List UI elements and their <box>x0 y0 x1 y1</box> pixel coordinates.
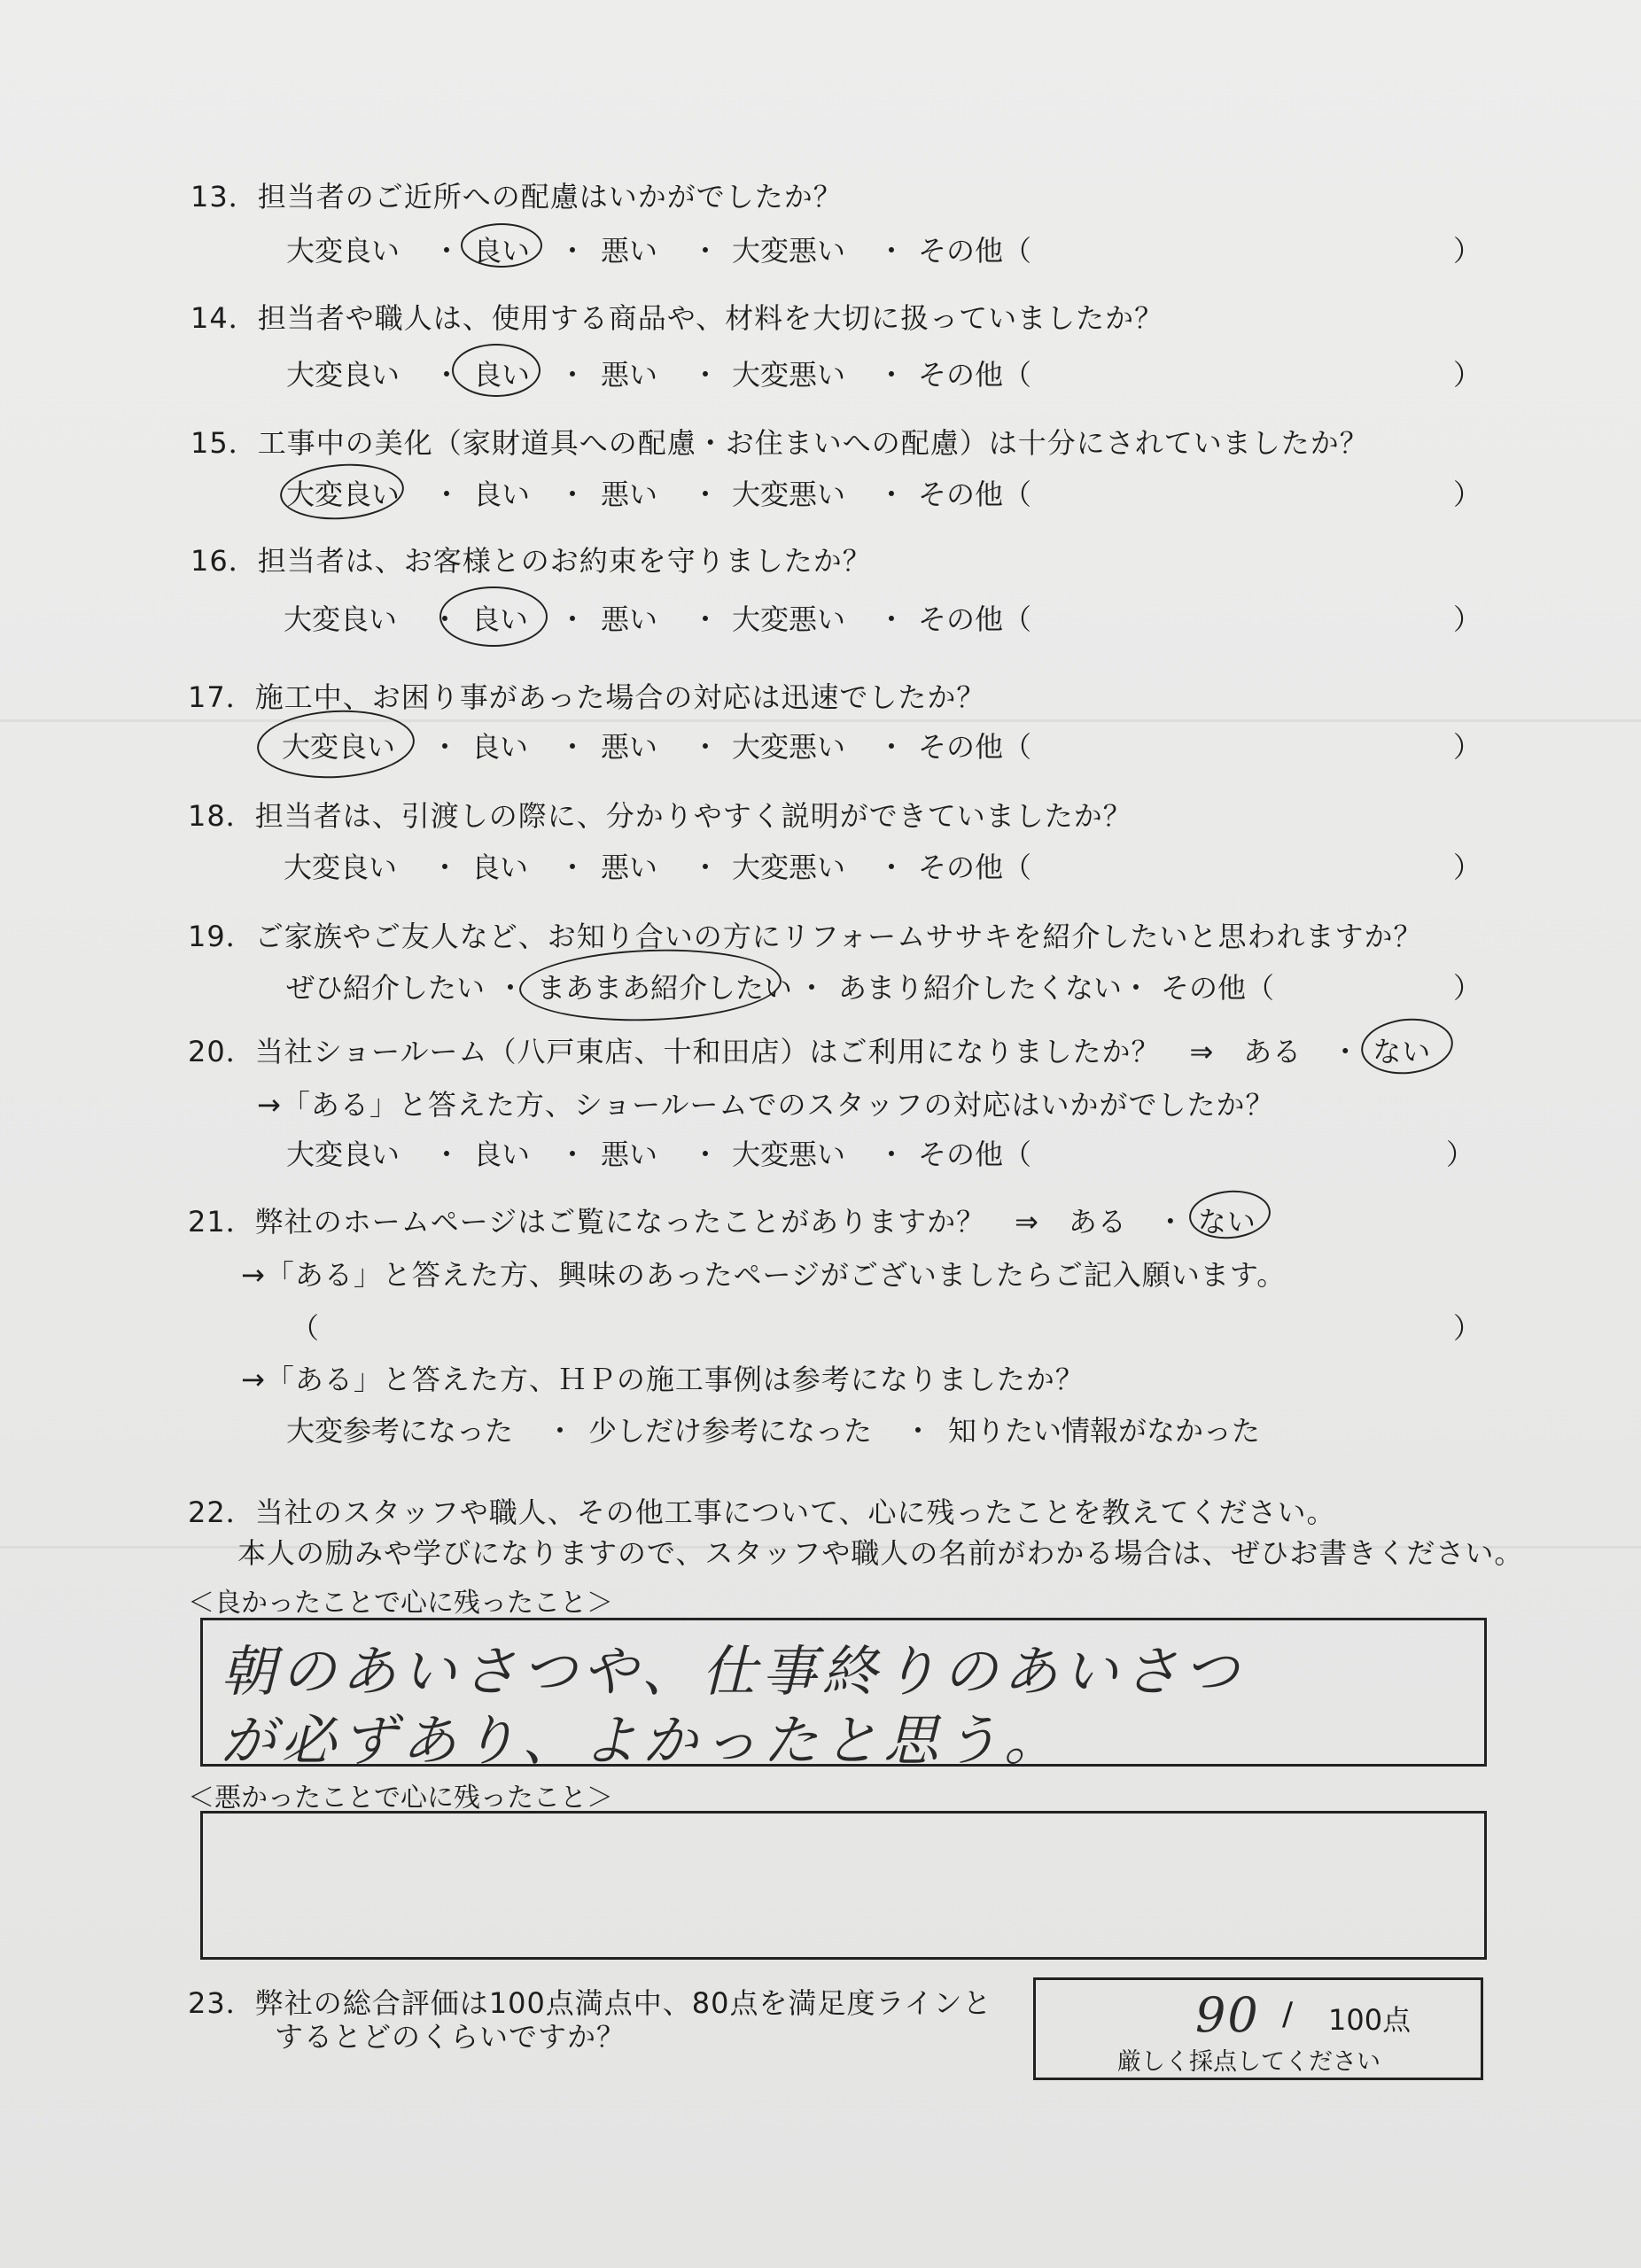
separator: ・ <box>432 234 462 268</box>
separator: ・ <box>877 478 906 511</box>
good-comment-line-2: が必ずあり、よかったと思う。 <box>221 1708 1065 1773</box>
score-box <box>1033 1977 1483 2080</box>
close-paren: ） <box>1446 1138 1475 1171</box>
option-very-bad: 大変悪い <box>732 234 846 268</box>
separator: ・ <box>1122 971 1151 1005</box>
option-very-bad: 大変悪い <box>732 730 846 764</box>
separator: ・ <box>431 850 460 884</box>
close-paren: ） <box>1453 971 1482 1005</box>
question-15: 15．工事中の美化（家財道具への配慮・お住まいへの配慮）は十分にされていましたか？ <box>191 426 1369 460</box>
separator: ・ <box>877 850 906 884</box>
separator: ・ <box>691 234 720 268</box>
bad-label: ＜悪かったことで心に残ったこと＞ <box>188 1783 613 1814</box>
question-21-text: 21．弊社のホームページはご覧になったことがありますか？ ⇒ ある ・ <box>188 1205 1186 1239</box>
option-very-bad: 大変悪い <box>732 850 846 884</box>
option-other: その他（ <box>918 478 1032 511</box>
question-18: 18．担当者は、引渡しの際に、分かりやすく説明ができていましたか？ <box>188 799 1132 833</box>
close-paren: ） <box>1453 234 1482 268</box>
question-22-note: 本人の励みや学びになりますので、スタッフや職人の名前がわかる場合は、ぜひお書きください。 <box>237 1536 1524 1570</box>
question-21-sub1: →「ある」と答えた方、興味のあったページがございましたらご記入願います。 <box>241 1258 1287 1292</box>
question-20 <box>188 1029 1431 1070</box>
separator: ・ <box>432 478 462 511</box>
question-20-answer: ない <box>1373 1035 1432 1068</box>
separator: ・ <box>558 358 587 392</box>
question-23: 23．弊社の総合評価は100点満点中、80点を満足度ラインと <box>188 1986 992 2020</box>
separator: ・ <box>558 850 587 884</box>
separator: ・ <box>432 1138 462 1171</box>
separator: ・ <box>877 1138 906 1171</box>
selected-circle <box>255 706 416 781</box>
option-bad: 悪い <box>601 730 658 764</box>
option-good: 良い <box>471 850 529 884</box>
separator: ・ <box>691 1138 720 1171</box>
option-very-bad: 大変悪い <box>732 358 846 392</box>
question-21-sub2: →「ある」と答えた方、ＨＰの施工事例は参考になりましたか？ <box>241 1363 1085 1396</box>
question-20-text: 20．当社ショールーム（八戸東店、十和田店）はご利用になりましたか？ ⇒ ある ・ <box>188 1035 1361 1068</box>
option-other: その他（ <box>918 358 1032 392</box>
option-good: 良い <box>471 730 529 764</box>
option-very-bad: 大変悪い <box>732 478 846 511</box>
selected-circle <box>278 460 406 524</box>
close-paren: ） <box>1453 358 1482 392</box>
option-bad: 悪い <box>601 1138 658 1171</box>
question-16: 16．担当者は、お客様とのお約束を守りましたか？ <box>191 544 872 578</box>
separator: ・ <box>904 1414 933 1448</box>
separator: ・ <box>431 730 460 764</box>
good-label: ＜良かったことで心に残ったこと＞ <box>188 1588 613 1619</box>
good-comment-line-1: 朝のあいさつや、仕事終りのあいさつ <box>221 1639 1244 1704</box>
separator: ・ <box>431 602 460 636</box>
separator: ・ <box>691 358 720 392</box>
option-good: 良い <box>473 358 531 392</box>
option-very-helpful: 大変参考になった <box>286 1414 514 1448</box>
option-little-helpful: 少しだけ参考になった <box>588 1414 873 1448</box>
question-22: 22．当社のスタッフや職人、その他工事について、心に残ったことを教えてください。 <box>188 1495 1336 1529</box>
good-comment-box <box>200 1618 1487 1773</box>
separator: ・ <box>558 1138 587 1171</box>
option-bad: 悪い <box>601 602 658 636</box>
option-bad: 悪い <box>601 850 658 884</box>
option-very-good: 大変良い <box>284 602 398 636</box>
option-maybe: まあまあ紹介したい <box>537 971 793 1005</box>
option-bad: 悪い <box>601 234 658 268</box>
option-good: 良い <box>471 602 529 636</box>
score-note: 厳しく採点してください <box>1117 2048 1380 2076</box>
separator: ・ <box>877 730 906 764</box>
option-other: その他（ <box>918 850 1032 884</box>
option-very-good: 大変良い <box>284 850 398 884</box>
separator: ・ <box>558 478 587 511</box>
option-other: その他（ <box>918 1138 1032 1171</box>
separator: ・ <box>691 850 720 884</box>
separator: ・ <box>496 971 525 1005</box>
option-definitely: ぜひ紹介したい <box>286 971 486 1005</box>
option-other: その他（ <box>918 602 1032 636</box>
option-good: 良い <box>473 478 531 511</box>
close-paren: ） <box>1453 730 1482 764</box>
question-14: 14．担当者や職人は、使用する商品や、材料を大切に扱っていましたか？ <box>191 301 1164 335</box>
question-23-line-2: するとどのくらいですか？ <box>275 2020 626 2054</box>
option-other: その他（ <box>918 730 1032 764</box>
option-very-good: 大変良い <box>286 234 401 268</box>
separator: ・ <box>691 730 720 764</box>
score-slash: / <box>1282 1996 1294 2032</box>
score-value: 90 <box>1195 1987 1260 2043</box>
separator: ・ <box>558 602 587 636</box>
separator: ・ <box>877 602 906 636</box>
option-bad: 悪い <box>601 358 658 392</box>
option-very-good: 大変良い <box>286 1138 401 1171</box>
question-21 <box>188 1200 1256 1240</box>
question-13: 13．担当者のご近所への配慮はいかがでしたか？ <box>191 180 843 214</box>
option-other: その他（ <box>1161 971 1275 1005</box>
option-very-bad: 大変悪い <box>732 1138 846 1171</box>
selected-circle <box>461 223 542 268</box>
question-17: 17．施工中、お困り事があった場合の対応は迅速でしたか？ <box>188 680 986 714</box>
option-no-info: 知りたい情報がなかった <box>948 1414 1261 1448</box>
close-paren: ） <box>1453 478 1482 511</box>
selected-circle <box>452 344 541 397</box>
question-21-answer: ない <box>1197 1205 1256 1239</box>
question-20-sub: →「ある」と答えた方、ショールームでのスタッフの対応はいかがでしたか？ <box>257 1088 1275 1122</box>
open-paren: （ <box>291 1311 320 1345</box>
separator: ・ <box>558 730 587 764</box>
bad-comment-box <box>200 1811 1487 1960</box>
option-good: 良い <box>473 234 531 268</box>
option-not-much: あまり紹介したくない <box>838 971 1123 1005</box>
close-paren: ） <box>1453 602 1482 636</box>
close-paren: ） <box>1453 1311 1482 1345</box>
separator: ・ <box>691 602 720 636</box>
selected-circle <box>518 945 783 1025</box>
separator: ・ <box>797 971 827 1005</box>
option-very-good: 大変良い <box>282 730 396 764</box>
option-other: その他（ <box>918 234 1032 268</box>
selected-circle <box>439 586 548 647</box>
paper-fold <box>0 719 1641 722</box>
score-max: 100点 <box>1328 2003 1412 2037</box>
option-good: 良い <box>473 1138 531 1171</box>
option-very-good: 大変良い <box>286 358 401 392</box>
separator: ・ <box>558 234 587 268</box>
option-very-good: 大変良い <box>286 478 401 511</box>
close-paren: ） <box>1453 850 1482 884</box>
question-19: 19．ご家族やご友人など、お知り合いの方にリフォームササキを紹介したいと思われますか？ <box>188 920 1423 953</box>
option-bad: 悪い <box>601 478 658 511</box>
separator: ・ <box>877 358 906 392</box>
separator: ・ <box>432 358 462 392</box>
separator: ・ <box>877 234 906 268</box>
separator: ・ <box>691 478 720 511</box>
option-very-bad: 大変悪い <box>732 602 846 636</box>
separator: ・ <box>546 1414 575 1448</box>
